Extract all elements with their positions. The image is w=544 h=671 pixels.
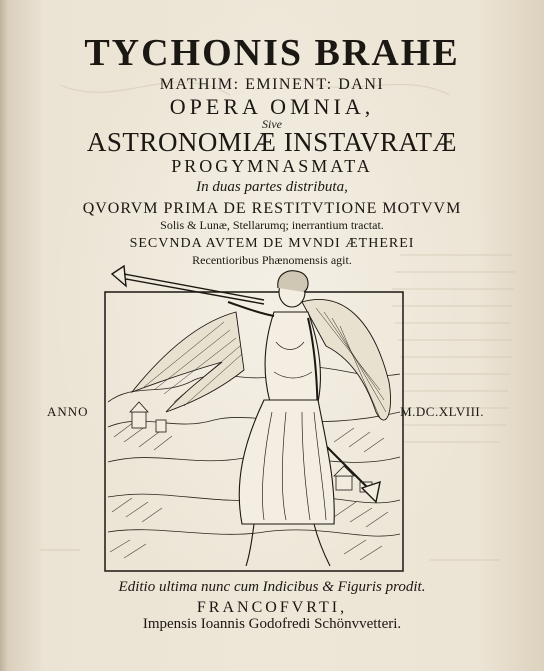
progymnasmata-heading: PROGYMNASMATA: [171, 156, 373, 176]
author-epithet: MATHIM: EMINENT: DANI: [159, 76, 385, 93]
sive-connector: Sive: [262, 117, 282, 131]
solis-lunae-line: Solis & Lunæ, Stellarumq; inerrantium tractat.: [160, 218, 384, 232]
secunda-autem-line: SECVNDA AVTEM DE MVNDI ÆTHEREI: [129, 236, 415, 251]
publication-year: M.DC.XLVIII.: [400, 404, 484, 419]
publisher-line: Impensis Ioannis Godofredi Schönvvetteri.: [142, 616, 402, 632]
place-of-publication: FRANCOFVRTI,: [196, 599, 348, 616]
fame-trumpet-woodcut: [104, 262, 404, 572]
recentioribus-line: Recentioribus Phænomensis agit.: [192, 253, 352, 267]
opera-omnia-heading: OPERA OMNIA,: [169, 94, 375, 119]
edition-note: Editio ultima nunc cum Indicibus & Figuris prodit.: [118, 579, 426, 595]
anno-label: ANNO: [47, 404, 89, 419]
astronomiae-heading: ASTRONOMIÆ INSTAVRATÆ: [86, 127, 458, 157]
book-title: TYCHONIS BRAHE: [84, 32, 460, 74]
quorum-prima-line: QVORVM PRIMA DE RESTITVTIONE MOTVVM: [82, 200, 462, 217]
in-duas-partes-line: In duas partes distributa,: [196, 179, 348, 195]
